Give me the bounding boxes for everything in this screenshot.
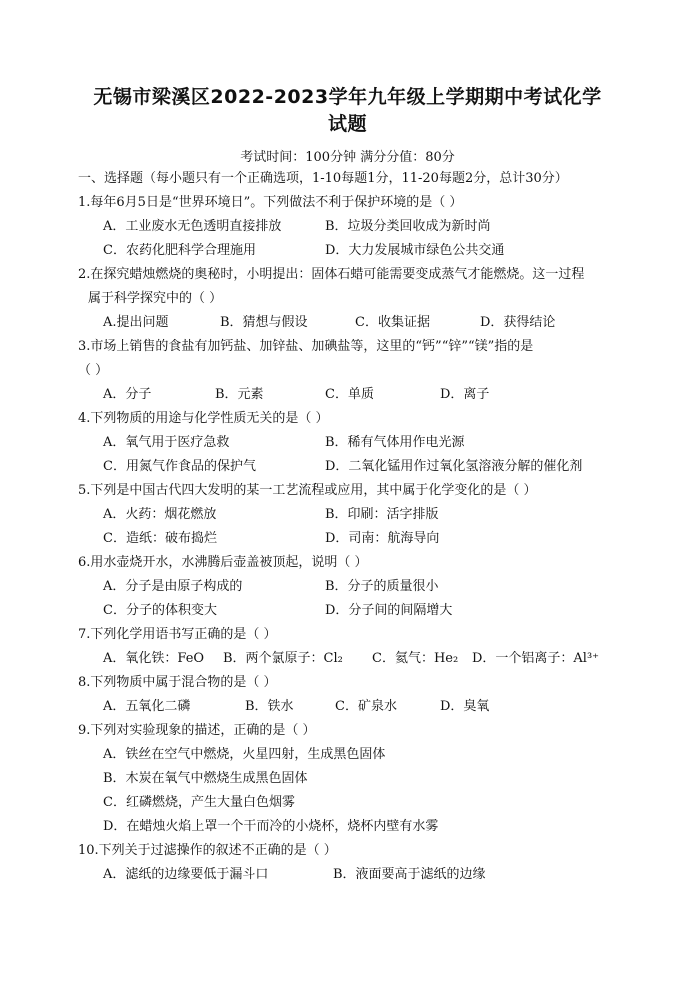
question-5-option-b: B．印刷：活字排版: [325, 507, 439, 522]
question-1-stem: 1.每年6月5日是“世界环境日”。下列做法不利于保护环境的是（ ）: [78, 195, 463, 210]
question-4-option-d: D．二氧化锰用作过氧化氢溶液分解的催化剂: [325, 459, 583, 474]
question-9-option-a: A．铁丝在空气中燃烧，火星四射，生成黑色固体: [103, 747, 386, 762]
question-3-stem-continued: （ ）: [78, 363, 109, 378]
question-8-option-a: A．五氧化二磷: [103, 699, 191, 714]
question-2-option-d: D．获得结论: [480, 315, 556, 330]
question-10-option-a: A．滤纸的边缘要低于漏斗口: [103, 867, 269, 882]
question-10-stem: 10.下列关于过滤操作的叙述不正确的是（ ）: [78, 843, 337, 858]
question-2-option-b: B．猜想与假设: [220, 315, 308, 330]
question-3-option-b: B．元素: [215, 387, 264, 402]
exam-title-line2: 试题: [327, 113, 367, 135]
question-7-option-d: D．一个铝离子：Al³⁺: [472, 651, 600, 666]
question-3-option-c: C．单质: [325, 387, 374, 402]
question-1-option-a: A．工业废水无色透明直接排放: [103, 219, 282, 234]
question-3-option-a: A．分子: [103, 387, 152, 402]
question-7-option-b: B．两个氯原子：Cl₂: [223, 651, 343, 666]
question-2-stem: 2.在探究蜡烛燃烧的奥秘时，小明提出：固体石蜡可能需要变成蒸气才能燃烧。这一过程: [78, 267, 585, 282]
question-6-option-a: A．分子是由原子构成的: [103, 579, 243, 594]
question-8-option-d: D．臭氧: [440, 699, 490, 714]
question-7-option-a: A．氧化铁：FeO: [103, 651, 205, 666]
question-1-option-d: D．大力发展城市绿色公共交通: [325, 243, 505, 258]
question-8-option-c: C．矿泉水: [335, 699, 397, 714]
section-heading: 一、选择题（每小题只有一个正确选项，1-10每题1分，11-20每题2分，总计30分）: [78, 171, 568, 186]
question-2-option-c: C．收集证据: [355, 315, 430, 330]
question-7-option-c: C．氦气：He₂: [372, 651, 459, 666]
question-9-option-c: C．红磷燃烧，产生大量白色烟雾: [103, 795, 295, 810]
question-5-option-c: C．造纸：破布捣烂: [103, 531, 217, 546]
question-4-option-b: B．稀有气体用作电光源: [325, 435, 465, 450]
question-9-stem: 9.下列对实验现象的描述，正确的是（ ）: [78, 723, 316, 738]
question-1-option-b: B．垃圾分类回收成为新时尚: [325, 219, 491, 234]
question-2-option-a: A.提出问题: [103, 315, 169, 330]
question-3-stem: 3.市场上销售的食盐有加钙盐、加锌盐、加碘盐等，这里的“钙”“锌”“镁”指的是: [78, 339, 534, 354]
question-5-option-a: A．火药：烟花燃放: [103, 507, 217, 522]
question-4-option-a: A．氧气用于医疗急救: [103, 435, 230, 450]
question-9-option-d: D．在蜡烛火焰上罩一个干而冷的小烧杯，烧杯内壁有水雾: [103, 819, 439, 834]
question-6-option-b: B．分子的质量很小: [325, 579, 439, 594]
question-1-option-c: C．农药化肥科学合理施用: [103, 243, 256, 258]
question-5-option-d: D．司南：航海导向: [325, 531, 440, 546]
question-5-stem: 5.下列是中国古代四大发明的某一工艺流程或应用，其中属于化学变化的是（ ）: [78, 483, 537, 498]
question-8-stem: 8.下列物质中属于混合物的是（ ）: [78, 675, 277, 690]
question-7-stem: 7.下列化学用语书写正确的是（ ）: [78, 627, 277, 642]
question-6-option-c: C．分子的体积变大: [103, 603, 217, 618]
question-6-option-d: D．分子间的间隔增大: [325, 603, 453, 618]
exam-title-line1: 无锡市梁溪区2022-2023学年九年级上学期期中考试化学: [93, 86, 602, 108]
question-2-stem-continued: 属于科学探究中的（ ）: [88, 291, 223, 306]
exam-meta: 考试时间：100分钟 满分分值：80分: [240, 150, 455, 165]
question-4-stem: 4.下列物质的用途与化学性质无关的是（ ）: [78, 411, 329, 426]
question-10-option-b: B．液面要高于滤纸的边缘: [333, 867, 486, 882]
question-3-option-d: D．离子: [440, 387, 490, 402]
question-8-option-b: B．铁水: [245, 699, 294, 714]
question-4-option-c: C．用氮气作食品的保护气: [103, 459, 256, 474]
question-6-stem: 6.用水壶烧开水，水沸腾后壶盖被顶起，说明（ ）: [78, 555, 368, 570]
question-9-option-b: B．木炭在氧气中燃烧生成黑色固体: [103, 771, 308, 786]
